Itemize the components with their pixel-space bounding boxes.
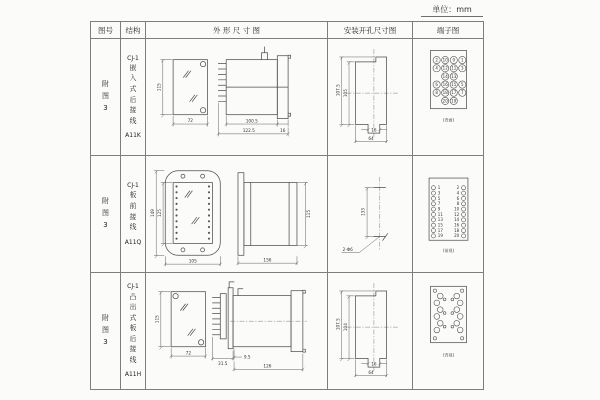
svg-text:3: 3 [437,189,440,195]
svg-text:105: 105 [188,257,197,263]
outline-drawing-a11k [147,40,327,155]
terminal-diagram-back [414,40,483,155]
svg-text:107.5: 107.5 [334,317,340,330]
svg-text:15: 15 [450,81,456,87]
svg-text:125: 125 [156,208,162,217]
svg-text:1: 1 [460,57,464,63]
front-dimensions [154,291,206,358]
svg-text:13: 13 [437,216,443,222]
svg-text:64: 64 [367,135,374,141]
svg-text:107.5: 107.5 [334,83,340,96]
svg-text:7: 7 [437,200,440,206]
svg-text:(背面): (背面) [442,116,454,122]
svg-text:72: 72 [185,349,191,355]
figure-no-cell-2: 附 图 3 [91,156,121,273]
svg-text:17: 17 [450,89,456,95]
unit-label: 单位：mm [421,4,483,17]
svg-text:5: 5 [437,195,440,201]
svg-text:10: 10 [442,57,448,63]
front-view [171,291,205,346]
svg-text:16: 16 [442,81,448,87]
front-view [173,59,207,114]
side-view [212,281,305,351]
outline-cell-3 [146,273,328,389]
svg-text:4: 4 [434,65,438,71]
side-view [218,46,290,118]
header-figure-no: 图号 [91,22,121,39]
header-terminal-diagram: 端子图 [413,22,483,39]
svg-text:133: 133 [360,207,366,216]
structure-cell-3: CJ-1 凸 出 式 板 后 接 线 A11H [121,273,146,389]
side-dimensions [210,336,303,370]
svg-text:8: 8 [456,200,459,206]
terminal-pairs [431,185,465,238]
svg-text:149: 149 [149,208,155,217]
svg-text:9.5: 9.5 [243,354,251,360]
centerlines [346,49,398,139]
svg-text:10: 10 [453,206,459,212]
cutout-outline [355,56,386,132]
terminal-grid [433,56,466,104]
svg-text:11: 11 [450,65,456,71]
terminal-diagram-front [414,157,483,272]
outline-drawing-a11q [147,157,327,272]
outline-cell-1 [146,39,328,156]
front-view [165,170,220,255]
terminal-cell-3 [413,273,483,389]
svg-text:8: 8 [434,89,438,95]
centerlines [346,283,398,373]
header-mounting-dims: 安装开孔尺寸图 [328,22,413,39]
figure-no-cell-1: 附 图 3 [91,39,121,156]
svg-text:3: 3 [460,65,464,71]
svg-text:122.5: 122.5 [242,127,255,133]
svg-text:19: 19 [437,232,443,238]
svg-text:72: 72 [187,117,193,123]
svg-text:12: 12 [453,211,459,217]
terminal-cell-2 [413,156,483,273]
mounting-cell-3 [328,273,413,389]
svg-text:(前视): (前视) [442,247,454,253]
front-dimensions [149,170,221,266]
svg-text:115: 115 [154,314,160,323]
svg-text:6: 6 [456,195,459,201]
terminal-cell-1 [413,39,483,156]
mounting-cell-1 [328,39,413,156]
side-dimensions [236,182,311,265]
svg-text:14: 14 [453,216,459,222]
svg-text:115: 115 [305,209,311,218]
svg-text:16: 16 [370,360,377,366]
svg-text:12: 12 [442,65,448,71]
svg-text:100.5: 100.5 [245,117,258,123]
svg-text:20: 20 [442,97,448,103]
cutout-dimensions [335,56,388,142]
svg-text:6: 6 [434,81,438,87]
svg-text:4: 4 [456,189,459,195]
mounting-cell-2 [328,156,413,273]
svg-text:15: 15 [437,222,443,228]
terminal-diagram-back-studs [414,274,483,389]
svg-text:104: 104 [342,322,348,331]
svg-text:13: 13 [450,73,456,79]
svg-text:9: 9 [437,206,440,212]
svg-text:2: 2 [434,57,438,63]
svg-text:14: 14 [442,73,448,79]
figure-no-cell-3: 附 图 3 [91,273,121,389]
header-structure: 结构 [121,22,146,39]
svg-text:115: 115 [156,82,162,91]
svg-text:16: 16 [370,126,377,132]
mounting-hole-drawing-a11h [329,274,412,389]
svg-text:9: 9 [451,57,455,63]
svg-text:16: 16 [279,127,285,133]
cutout-outline [355,290,386,366]
structure-cell-1: CJ-1 嵌 入 式 后 接 线 A11K [121,39,146,156]
front-dimensions [156,59,208,126]
svg-text:126: 126 [262,363,272,369]
outline-drawing-a11h [147,274,327,389]
svg-text:18: 18 [453,227,459,233]
svg-text:31.5: 31.5 [217,360,227,366]
hole-dimensions [341,187,379,252]
svg-text:2-Φ6: 2-Φ6 [342,246,353,252]
mounting-hole-drawing-a11k [329,40,412,155]
svg-text:11: 11 [437,211,443,217]
side-view [237,172,296,255]
cutout-dimensions [335,290,388,376]
svg-text:19: 19 [450,97,456,103]
svg-text:17: 17 [437,227,443,233]
outline-cell-2 [146,156,328,273]
svg-text:7: 7 [460,89,464,95]
structure-cell-2: CJ-1 板 前 接 线 A11Q [121,156,146,273]
mounting-hole-drawing-a11q [329,157,412,272]
svg-text:(背视): (背视) [442,351,454,357]
svg-text:156: 156 [262,256,272,262]
header-outline-dims: 外 形 尺 寸 图 [146,22,328,39]
terminal-studs [433,289,464,340]
svg-text:20: 20 [453,232,459,238]
svg-text:18: 18 [442,89,448,95]
hole-marks [373,187,387,240]
svg-text:5: 5 [460,81,464,87]
svg-text:2: 2 [456,184,459,190]
svg-text:16: 16 [453,222,459,228]
side-dimensions [216,102,289,135]
spec-table [90,21,484,390]
svg-text:105: 105 [342,88,348,97]
svg-text:64: 64 [367,369,374,375]
svg-text:1: 1 [437,184,440,190]
